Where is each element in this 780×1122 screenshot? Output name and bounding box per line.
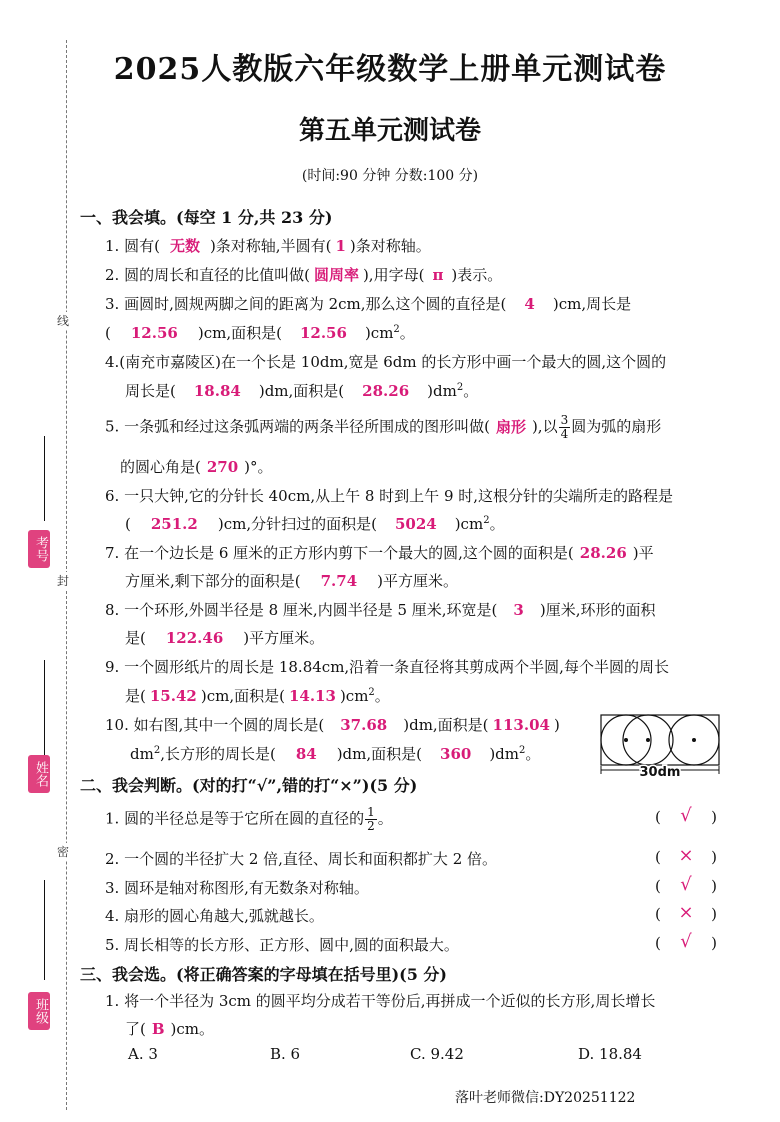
answer: 12.56 bbox=[130, 324, 178, 342]
judge-item-4: 4. 扇形的圆心角越大,弧就越长。 bbox=[105, 907, 324, 925]
fraction: $\frac{3}{4}$ bbox=[560, 413, 569, 441]
figure-center-dot bbox=[624, 738, 628, 742]
name-label: 姓名 bbox=[28, 755, 50, 793]
judge-answer-4: ( × ) bbox=[655, 902, 717, 923]
answer: 270 bbox=[206, 458, 239, 476]
question-10: 10. 如右图,其中一个圆的周长是( 37.68 )dm,面积是( 113.04 ) bbox=[105, 716, 560, 734]
question-1: 1. 圆有( 无数 )条对称轴,半圆有( 1 )条对称轴。 bbox=[105, 237, 431, 255]
exam-meta: (时间:90 分钟 分数:100 分) bbox=[301, 168, 479, 184]
binding-char-secure: 密 bbox=[57, 845, 70, 859]
option-a: A. 3 bbox=[128, 1045, 158, 1063]
answer: 扇形 bbox=[495, 417, 526, 436]
judge-mark: × bbox=[678, 845, 694, 866]
binding-char-seal: 封 bbox=[57, 574, 70, 588]
question-6: 6. 一只大钟,它的分针长 40cm,从上午 8 时到上午 9 时,这根分针的尖端所走的路程是 bbox=[105, 487, 674, 505]
answer: 28.26 bbox=[579, 544, 627, 562]
judge-answer-5: ( √ ) bbox=[655, 931, 717, 952]
question-7-cont: 方厘米,剩下部分的面积是( 7.74 )平方厘米。 bbox=[125, 572, 459, 590]
question-5: 5. 一条弧和经过这条弧两端的两条半径所围成的图形叫做( 扇形 ),以 $\frac{3}{4}$ 圆为弧的扇形 bbox=[105, 413, 662, 441]
answer: 14.13 bbox=[288, 687, 336, 705]
option-c: C. 9.42 bbox=[410, 1045, 464, 1063]
exam-number-write-line bbox=[44, 436, 45, 521]
circles-rectangle-figure bbox=[598, 712, 722, 778]
judge-item-1: 1. 圆的半径总是等于它所在圆的直径的 $\frac{1}{2}$ 。 bbox=[105, 805, 393, 833]
judge-answer-1: ( √ ) bbox=[655, 805, 717, 826]
judge-mark: √ bbox=[680, 874, 692, 895]
answer: 7.74 bbox=[320, 572, 358, 590]
question-4-cont: 周长是( 18.84 )dm,面积是( 28.26 )$dm^2$。 bbox=[125, 382, 479, 400]
answer: 1 bbox=[335, 237, 346, 255]
judge-answer-2: ( × ) bbox=[655, 845, 717, 866]
answer: 4 bbox=[524, 295, 535, 313]
section2-heading: 二、我会判断。(对的打“√”,错的打“×”)(5 分) bbox=[80, 776, 418, 795]
answer: 12.56 bbox=[299, 324, 347, 342]
figure-center-dot bbox=[692, 738, 696, 742]
question-3: 3. 画圆时,圆规两脚之间的距离为 2cm,那么这个圆的直径是( 4 )cm,周长是 bbox=[105, 295, 632, 313]
judge-item-5: 5. 周长相等的长方形、正方形、圆中,圆的面积最大。 bbox=[105, 936, 459, 954]
section3-heading: 三、我会选。(将正确答案的字母填在括号里)(5 分) bbox=[80, 965, 447, 984]
exam-number-label: 考号 bbox=[28, 530, 50, 568]
question-6-cont: ( 251.2 )cm,分针扫过的面积是( 5024 )$cm^2$。 bbox=[125, 515, 505, 533]
question-9-cont: 是( 15.42 )cm,面积是( 14.13 )$cm^2$。 bbox=[125, 687, 390, 705]
judge-item-3: 3. 圆环是轴对称图形,有无数条对称轴。 bbox=[105, 879, 369, 897]
answer: 360 bbox=[440, 745, 472, 763]
judge-mark: √ bbox=[680, 805, 692, 826]
judge-item-2: 2. 一个圆的半径扩大 2 倍,直径、周长和面积都扩大 2 倍。 bbox=[105, 850, 498, 868]
binding-char-line: 线 bbox=[57, 314, 70, 328]
answer: 251.2 bbox=[150, 515, 198, 533]
answer: 无数 bbox=[169, 237, 200, 255]
answer: 15.42 bbox=[149, 687, 197, 705]
judge-mark: × bbox=[678, 902, 694, 923]
section1-heading: 一、我会填。(每空 1 分,共 23 分) bbox=[80, 208, 333, 227]
name-write-line bbox=[44, 660, 45, 755]
option-b: B. 6 bbox=[270, 1045, 301, 1063]
answer: 3 bbox=[513, 601, 524, 619]
choice-question-1: 1. 将一个半径为 3cm 的圆平均分成若干等份后,再拼成一个近似的长方形,周长增长 bbox=[105, 992, 656, 1010]
option-d: D. 18.84 bbox=[578, 1045, 642, 1063]
answer: 84 bbox=[295, 745, 317, 763]
question-8: 8. 一个环形,外圆半径是 8 厘米,内圆半径是 5 厘米,环宽是( 3 )厘米,环形的面积 bbox=[105, 601, 656, 619]
footer-contact: 落叶老师微信:DY20251122 bbox=[455, 1090, 636, 1106]
class-label: 班级 bbox=[28, 992, 50, 1030]
page-subtitle: 第五单元测试卷 bbox=[298, 116, 481, 146]
question-10-cont: $dm^2$,长方形的周长是( 84 )dm,面积是( 360 )$dm^2$。 bbox=[130, 745, 541, 763]
answer: 28.26 bbox=[362, 382, 410, 400]
question-8-cont: 是( 122.46 )平方厘米。 bbox=[125, 629, 325, 647]
question-4: 4.(南充市嘉陵区)在一个长是 10dm,宽是 6dm 的长方形中画一个最大的圆,这个圆的 bbox=[105, 353, 667, 371]
answer: 5024 bbox=[394, 515, 437, 533]
figure-center-dot bbox=[646, 738, 650, 742]
question-5-cont: 的圆心角是( 270 )°。 bbox=[120, 458, 273, 476]
fraction: $\frac{1}{2}$ bbox=[367, 805, 375, 833]
judge-mark: √ bbox=[680, 931, 692, 952]
answer: 圆周率 bbox=[313, 266, 359, 284]
figure-rectangle bbox=[601, 715, 719, 765]
question-7: 7. 在一个边长是 6 厘米的正方形内剪下一个最大的圆,这个圆的面积是( 28.26 )平 bbox=[105, 544, 654, 562]
judge-answer-3: ( √ ) bbox=[655, 874, 717, 895]
question-2: 2. 圆的周长和直径的比值叫做( 圆周率 ),用字母( π )表示。 bbox=[105, 266, 503, 284]
answer: π bbox=[432, 266, 444, 284]
answer: 113.04 bbox=[492, 716, 550, 734]
figure-dimension-label: 30dm bbox=[639, 765, 681, 778]
answer: B bbox=[151, 1020, 165, 1038]
page-title: 2025人教版六年级数学上册单元测试卷 bbox=[113, 52, 667, 87]
question-9: 9. 一个圆形纸片的周长是 18.84cm,沿着一条直径将其剪成两个半圆,每个半圆的周长 bbox=[105, 658, 669, 676]
question-3-cont: ( 12.56 )cm,面积是( 12.56 )$cm^2$。 bbox=[105, 324, 415, 342]
answer: 122.46 bbox=[165, 629, 224, 647]
choice-question-1-cont: 了( B )cm。 bbox=[125, 1020, 215, 1038]
answer: 18.84 bbox=[193, 382, 241, 400]
class-write-line bbox=[44, 880, 45, 980]
answer: 37.68 bbox=[340, 716, 388, 734]
